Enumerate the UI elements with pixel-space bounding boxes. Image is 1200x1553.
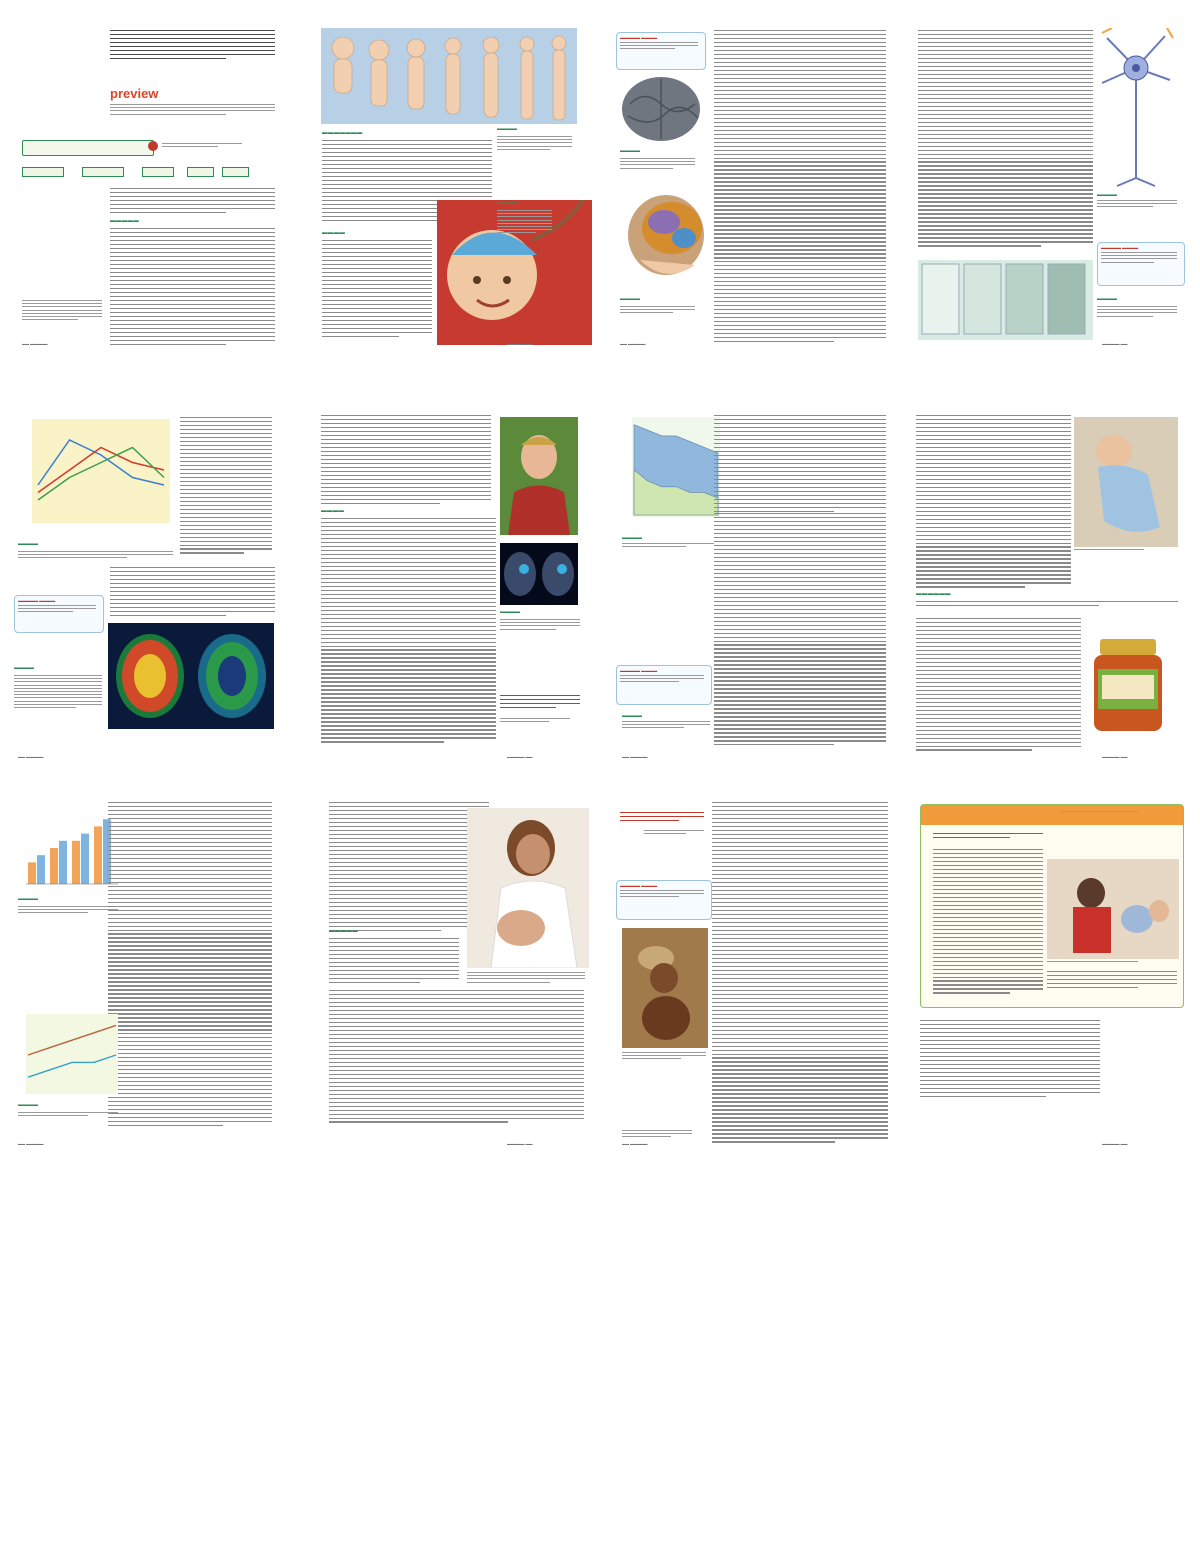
page-folio: ▬▬▬▬▬ ▬▬ <box>1102 342 1128 346</box>
developmental-box-4 <box>616 665 712 705</box>
developmental-box-1 <box>616 32 706 70</box>
module-banner-text <box>162 143 242 149</box>
figure-label-11: ▬▬▬▬ <box>622 713 642 719</box>
figure-caption-11 <box>622 721 710 731</box>
page-folio: ▬▬ ▬▬▬▬▬ <box>18 1142 44 1146</box>
page-4 <box>912 0 1187 350</box>
figure-label-12: ▬▬▬▬ <box>18 896 38 902</box>
photo-caption-wic <box>1047 961 1177 964</box>
brain-scan-photo <box>500 543 578 605</box>
bar-2-2 <box>59 841 67 884</box>
neural-density-panels <box>918 260 1093 340</box>
section-heading-nutrition: ▬▬▬▬▬▬ <box>916 591 951 597</box>
section-heading-malnutrition: ▬▬▬▬▬ <box>329 928 358 934</box>
chapter-intro-text <box>110 30 275 62</box>
bar-4-1 <box>94 826 102 884</box>
figure-caption-13 <box>18 1112 118 1118</box>
bar-3-2 <box>81 834 89 884</box>
body-proportions-figure <box>321 28 577 124</box>
developmental-box-title: ▬▬▬▬▬ ▬▬▬▬ <box>620 668 658 673</box>
developmental-box-2 <box>1097 242 1185 286</box>
body-text-12 <box>920 1020 1100 1100</box>
developmental-box-title: ▬▬▬▬▬ ▬▬▬▬ <box>18 598 56 603</box>
neuron-illustration <box>1097 28 1175 188</box>
body-text-10a <box>329 802 489 933</box>
bar-1-1 <box>28 862 36 884</box>
figure-label-8: ▬▬▬▬ <box>14 665 34 671</box>
body-text-8b <box>916 601 1178 609</box>
developmental-box-title: ▬▬▬▬▬ ▬▬▬▬ <box>620 35 658 40</box>
page-folio: ▬▬▬▬▬ ▬▬ <box>507 755 533 759</box>
bar-1-2 <box>37 855 45 884</box>
page-folio: ▬▬▬▬▬ ▬▬ <box>507 1142 533 1146</box>
page-9 <box>0 800 275 1150</box>
body-text-3 <box>714 30 886 345</box>
figure-label-4: ▬▬▬▬ <box>620 296 640 302</box>
connecting-subtitle <box>933 833 1043 841</box>
brain-head-illustration <box>620 190 710 285</box>
figure-caption-7 <box>18 551 173 561</box>
sleeping-infant-photo <box>1074 417 1178 547</box>
figure-caption-1 <box>497 136 572 152</box>
photo-caption-malnutrition <box>622 1052 706 1062</box>
pull-quote <box>620 812 704 824</box>
figure-caption-12 <box>18 906 118 916</box>
figure-label-1: ▬▬▬▬ <box>497 126 517 132</box>
page-folio: ▬▬ ▬▬▬▬▬ <box>622 755 648 759</box>
connecting-banner <box>921 805 1183 825</box>
body-text-6a <box>321 415 491 507</box>
body-text-10c <box>329 990 584 1125</box>
body-text-10b <box>329 938 459 986</box>
body-text-1 <box>110 188 275 216</box>
body-text-7a <box>714 415 886 515</box>
connecting-banner-text <box>1061 811 1171 814</box>
area-chart-sleep <box>622 415 722 535</box>
section-heading-sleep: ▬▬▬▬ <box>321 508 345 514</box>
developmental-box-5 <box>616 880 712 920</box>
body-text-brain <box>322 240 432 340</box>
page-6 <box>317 413 592 763</box>
bar-3-1 <box>72 841 80 884</box>
line-chart-growth <box>18 1010 122 1100</box>
page-1 <box>0 0 275 350</box>
page-7 <box>614 413 889 763</box>
preview-title: preview <box>110 86 159 101</box>
module-banner <box>22 140 154 156</box>
connecting-development-box <box>920 804 1184 1008</box>
margin-note <box>22 300 102 322</box>
body-text-9a <box>108 802 272 1129</box>
teen-portrait-photo <box>500 417 578 535</box>
breastfeeding-photo <box>467 808 589 968</box>
photo-caption-breastfeeding <box>467 972 585 985</box>
body-text-5a <box>180 417 272 556</box>
body-text-7b <box>714 513 886 748</box>
page-2 <box>317 0 592 350</box>
figure-label-10: ▬▬▬▬ <box>622 535 642 541</box>
figure-label-5: ▬▬▬▬ <box>1097 192 1117 198</box>
baby-food-jar-photo <box>1088 639 1168 734</box>
body-text-5b <box>110 567 275 619</box>
photo-caption-infant <box>1074 549 1174 552</box>
body-text-2 <box>110 228 275 348</box>
developmental-box-3 <box>14 595 104 633</box>
page-folio: ▬▬ ▬▬▬▬▬ <box>620 342 646 346</box>
page-folio: ▬▬ ▬▬▬▬▬ <box>22 342 48 346</box>
page-5 <box>0 413 275 763</box>
pull-quote-attribution <box>644 830 704 836</box>
figure-caption-5 <box>1097 200 1177 210</box>
pull-quote-attribution <box>500 718 570 724</box>
page-folio: ▬▬▬▬▬ ▬▬ <box>1102 755 1128 759</box>
figure-caption-9 <box>500 619 580 632</box>
connecting-body <box>933 849 1043 996</box>
page-11 <box>614 800 889 1150</box>
page-folio: ▬▬▬▬▬ ▬▬ <box>507 342 533 346</box>
figure-caption-8 <box>14 675 102 710</box>
module-badge <box>148 141 158 151</box>
bar-2-1 <box>50 848 58 884</box>
section-heading-1: ▬▬▬▬▬ <box>110 218 139 224</box>
body-text-11b <box>712 926 888 1145</box>
figure-label-2: ▬▬▬▬ <box>497 200 517 206</box>
line-chart-1 <box>14 415 174 540</box>
developmental-box-title: ▬▬▬▬▬ ▬▬▬▬ <box>1101 245 1139 250</box>
figure-caption-10 <box>622 543 714 549</box>
section-heading-height: ▬▬▬▬▬▬▬ <box>322 130 363 136</box>
module-topic-tabs <box>22 167 237 175</box>
developmental-box-title: ▬▬▬▬▬ ▬▬▬▬ <box>620 883 658 888</box>
page-3 <box>614 0 889 350</box>
section-heading-brain: ▬▬▬▬ <box>322 230 346 236</box>
page-12 <box>912 800 1187 1150</box>
figure-label-13: ▬▬▬▬ <box>18 1102 38 1108</box>
page-8 <box>912 413 1187 763</box>
child-malnutrition-photo <box>622 928 708 1048</box>
figure-label-3: ▬▬▬▬ <box>620 148 640 154</box>
body-text-4 <box>918 30 1093 249</box>
body-text-6b <box>321 518 496 745</box>
connecting-body-2 <box>1047 971 1177 991</box>
figure-label-9: ▬▬▬▬ <box>500 609 520 615</box>
page-folio: ▬▬ ▬▬▬▬▬ <box>18 755 44 759</box>
body-text-8a <box>916 415 1071 590</box>
page-folio: ▬▬ ▬▬▬▬▬ <box>622 1142 648 1146</box>
figure-label-6: ▬▬▬▬ <box>1097 296 1117 302</box>
pet-scan-images <box>108 623 274 729</box>
body-text-11a <box>712 802 888 930</box>
bar-chart-obesity <box>18 804 122 892</box>
margin-note <box>622 1130 692 1140</box>
page-10 <box>317 800 592 1150</box>
figure-caption-2 <box>497 210 552 236</box>
figure-caption-4 <box>620 306 695 316</box>
figure-label-7: ▬▬▬▬ <box>18 541 38 547</box>
figure-caption-6 <box>1097 306 1177 319</box>
pull-quote <box>500 695 580 711</box>
wic-program-photo <box>1047 859 1179 959</box>
page-folio: ▬▬▬▬▬ ▬▬ <box>1102 1142 1128 1146</box>
figure-caption-3 <box>620 158 695 171</box>
bar-chart-obesity-series <box>26 819 118 884</box>
brain-top-photo <box>620 74 702 144</box>
preview-text <box>110 104 275 117</box>
body-text-8c <box>916 618 1081 753</box>
